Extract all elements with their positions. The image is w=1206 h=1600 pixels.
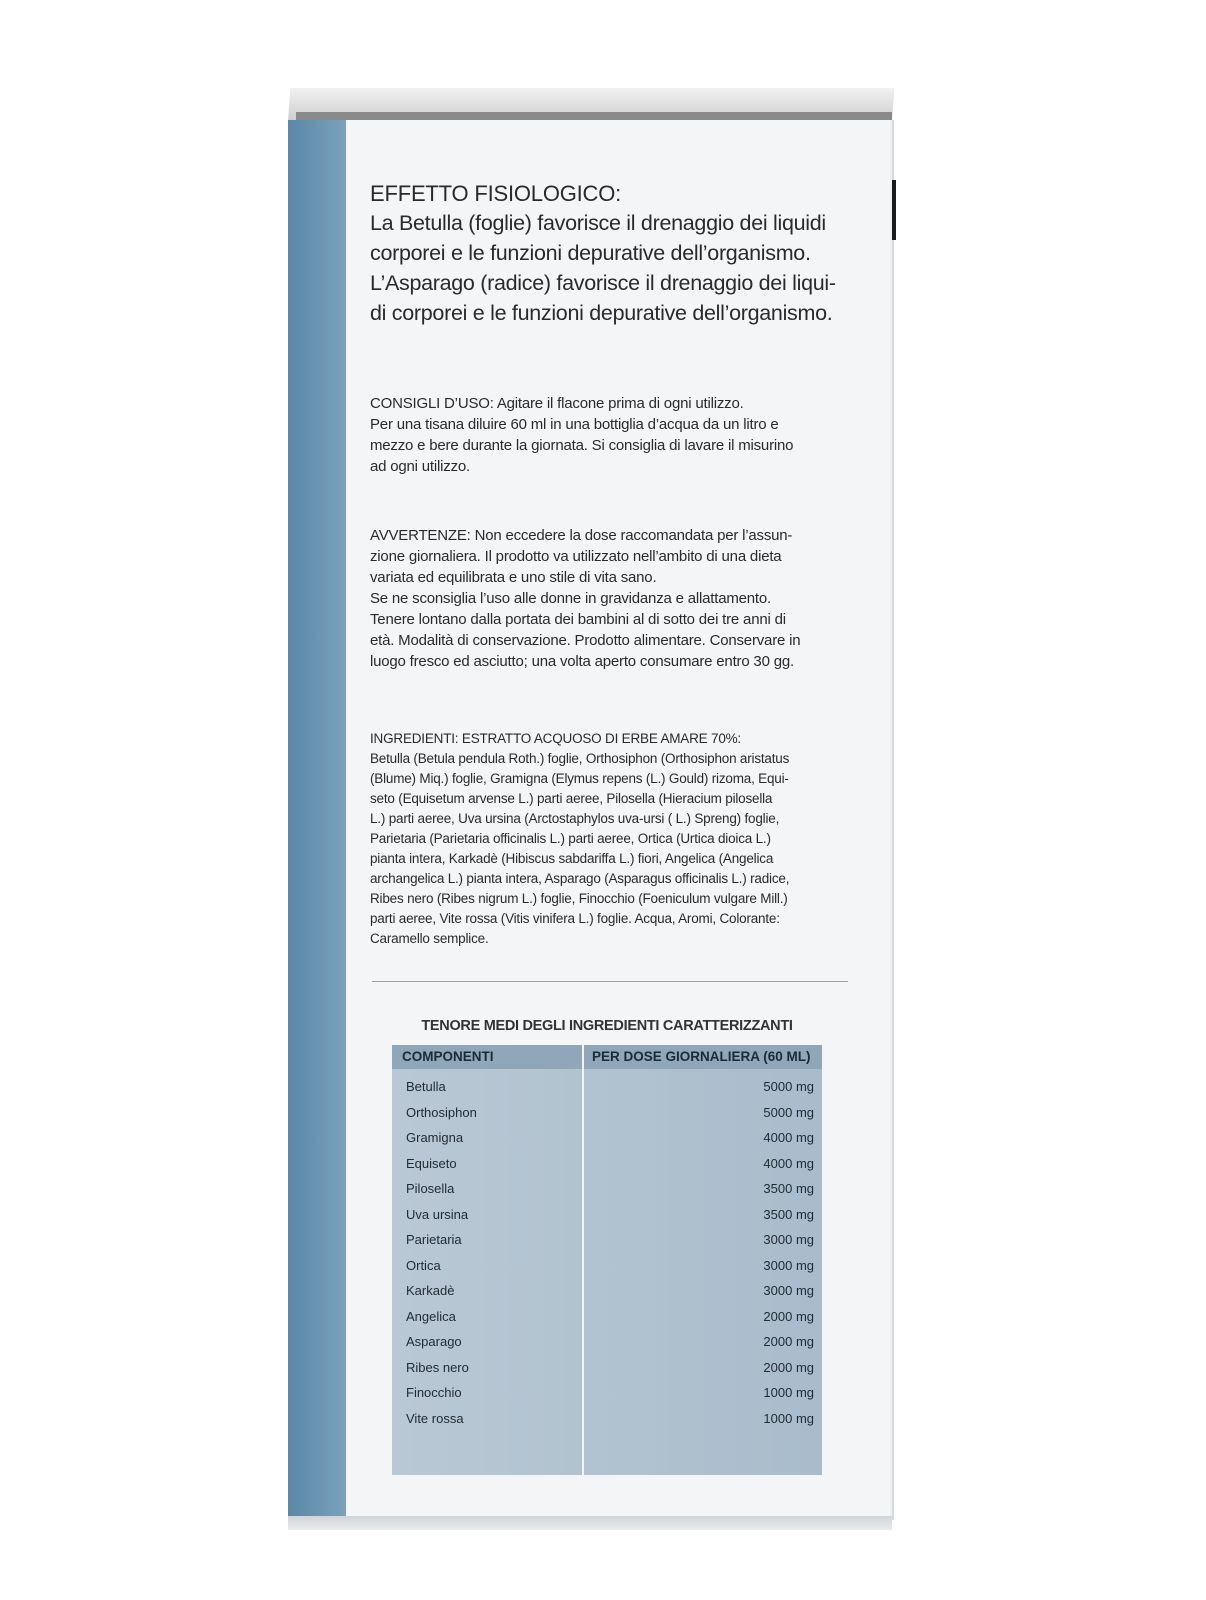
usage-section [370, 393, 850, 477]
table-row [392, 1152, 822, 1177]
row-name: Asparago [406, 1334, 462, 1349]
section-divider [372, 981, 848, 982]
row-value: 5000 mg [763, 1079, 814, 1094]
row-value: 2000 mg [763, 1334, 814, 1349]
usage-line: CONSIGLI D’USO: Agitare il flacone prima di ogni utilizzo. [370, 395, 744, 412]
warnings-line: luogo fresco ed asciutto; una volta aperto consumare entro 30 gg. [370, 653, 794, 670]
box-right-edge-mark [892, 180, 896, 240]
row-value: 3000 mg [763, 1257, 814, 1273]
ingredients-line: archangelica L.) pianta intera, Asparago (Asparagus officinalis L.) radice, [370, 871, 790, 886]
row-value: 1000 mg [763, 1410, 814, 1426]
row-name: Vite rossa [406, 1410, 464, 1426]
ingredients-line: Betulla (Betula pendula Roth.) foglie, Orthosiphon (Orthosiphon aristatus [370, 751, 790, 766]
row-name: Uva ursina [406, 1206, 469, 1222]
header-daily-dose: PER DOSE GIORNALIERA (60 ML) [592, 1049, 811, 1064]
table-row [392, 1075, 822, 1100]
row-value: 4000 mg [763, 1155, 814, 1171]
row-value: 4000 mg [763, 1130, 814, 1145]
ingredients-section [370, 729, 846, 949]
header-components: COMPONENTI [402, 1049, 494, 1064]
row-name: Angelica [406, 1308, 456, 1324]
ingredients-line: pianta intera, Karkadè (Hibiscus sabdariffa L.) fiori, Angelica (Angelica [370, 851, 774, 866]
warnings-line: variata ed equilibrata e uno stile di vita sano. [370, 569, 657, 586]
table-row [392, 1330, 822, 1355]
row-name: Equiseto [406, 1155, 457, 1171]
row-value: 1000 mg [763, 1385, 814, 1400]
row-name: Betulla [406, 1079, 446, 1094]
usage-line: mezzo e bere durante la giornata. Si consiglia di lavare il misurino [370, 437, 794, 454]
ingredients-line: L.) parti aeree, Uva ursina (Arctostaphylos uva-ursi ( L.) Spreng) foglie, [370, 811, 780, 826]
row-value: 2000 mg [763, 1359, 814, 1375]
table-row [392, 1203, 822, 1228]
row-name: Pilosella [406, 1181, 455, 1196]
table-row [392, 1177, 822, 1202]
usage-line: ad ogni utilizzo. [370, 458, 470, 475]
table-row [392, 1254, 822, 1279]
table-row [392, 1305, 822, 1330]
warnings-line: Se ne sconsiglia l’uso alle donne in gravidanza e allattamento. [370, 590, 771, 607]
row-name: Gramigna [406, 1130, 464, 1145]
ingredients-line: Caramello semplice. [370, 931, 489, 946]
warnings-section [370, 525, 850, 672]
ingredients-line: seto (Equisetum arvense L.) parti aeree, Pilosella (Hieracium pilosella [370, 791, 773, 806]
table-header [392, 1045, 822, 1069]
table-row [392, 1356, 822, 1381]
ingredients-line: Ribes nero (Ribes nigrum L.) foglie, Finocchio (Foeniculum vulgare Mill.) [370, 891, 788, 906]
table-row [392, 1279, 822, 1304]
table-row [392, 1407, 822, 1432]
table-row [392, 1228, 822, 1253]
row-value: 2000 mg [763, 1308, 814, 1324]
effect-line: L’Asparago (radice) favorisce il drenaggio dei liqui- [370, 271, 836, 295]
row-value: 3500 mg [763, 1206, 814, 1222]
table-title: TENORE MEDI DEGLI INGREDIENTI CARATTERIZZANTI [421, 1018, 793, 1034]
warnings-line: AVVERTENZE: Non eccedere la dose raccomandata per l’assun- [370, 527, 793, 544]
row-name: Ortica [406, 1257, 441, 1273]
effect-section [370, 180, 850, 328]
ingredients-title: INGREDIENTI: ESTRATTO ACQUOSO DI ERBE AMARE 70%: [370, 731, 741, 746]
blue-side-stripe [288, 120, 346, 1520]
row-name: Orthosiphon [406, 1104, 477, 1120]
effect-line: La Betulla (foglie) favorisce il drenaggio dei liquidi [370, 211, 826, 235]
ingredients-line: (Blume) Miq.) foglie, Gramigna (Elymus repens (L.) Gould) rizoma, Equi- [370, 771, 789, 786]
warnings-line: età. Modalità di conservazione. Prodotto alimentare. Conservare in [370, 632, 801, 649]
effect-line: corporei e le funzioni depurative dell’organismo. [370, 241, 811, 265]
row-value: 3000 mg [763, 1283, 814, 1298]
table-row [392, 1101, 822, 1126]
table-row [392, 1126, 822, 1151]
box-bottom-edge [288, 1516, 892, 1530]
table-row [392, 1381, 822, 1406]
row-value: 3500 mg [763, 1181, 814, 1196]
row-name: Karkadè [406, 1283, 455, 1298]
effect-line: di corporei e le funzioni depurative dell’organismo. [370, 301, 833, 325]
ingredients-table [392, 1045, 822, 1475]
row-value: 5000 mg [763, 1104, 814, 1120]
row-name: Finocchio [406, 1385, 462, 1400]
warnings-line: zione giornaliera. Il prodotto va utilizzato nell’ambito di una dieta [370, 548, 782, 565]
effect-title: EFFETTO FISIOLOGICO: [370, 181, 622, 206]
usage-line: Per una tisana diluire 60 ml in una bottiglia d’acqua da un litro e [370, 416, 779, 433]
row-name: Parietaria [406, 1232, 462, 1247]
row-name: Ribes nero [406, 1359, 469, 1375]
ingredients-line: parti aeree, Vite rossa (Vitis vinifera L.) foglie. Acqua, Aromi, Colorante: [370, 911, 780, 926]
row-value: 3000 mg [763, 1232, 814, 1247]
warnings-line: Tenere lontano dalla portata dei bambini al di sotto dei tre anni di [370, 611, 786, 628]
ingredients-line: Parietaria (Parietaria officinalis L.) parti aeree, Ortica (Urtica dioica L.) [370, 831, 771, 846]
